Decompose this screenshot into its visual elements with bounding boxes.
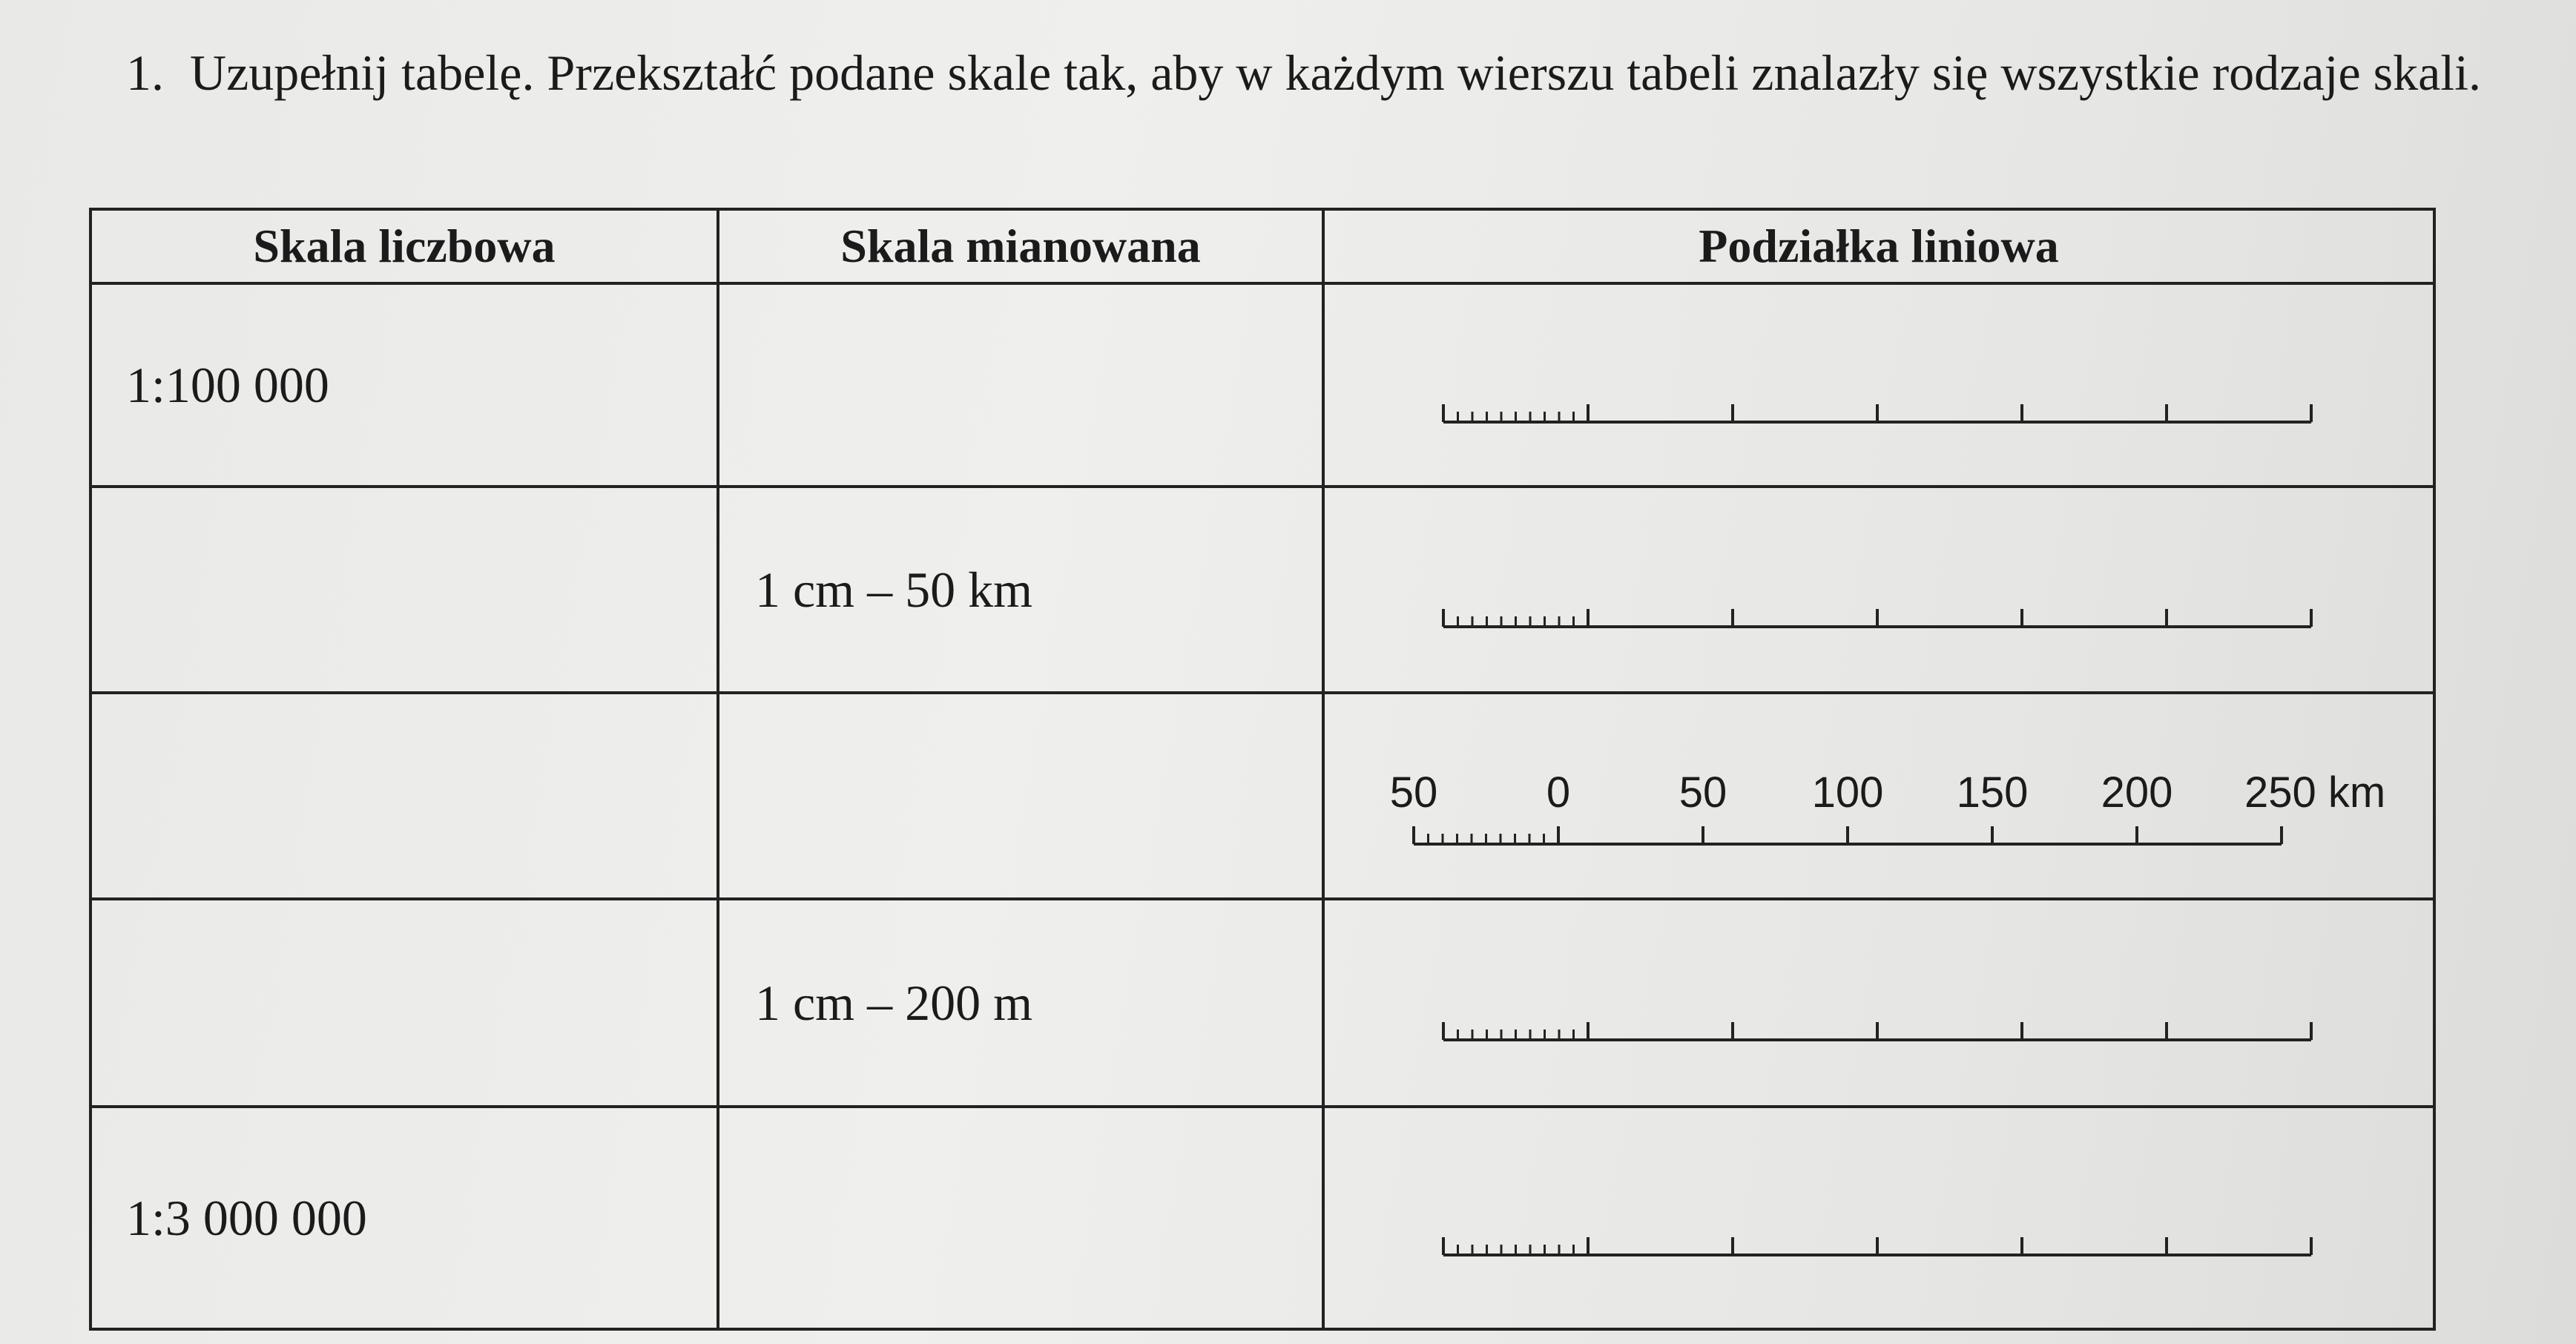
scale-bar [1325,488,2430,691]
scale-table [89,208,2436,1331]
named-scale-cell[interactable] [718,283,1323,487]
table-row [90,283,2434,487]
scale-bar [1325,900,2430,1105]
named-scale-cell[interactable]: 1 cm – 200 m [718,899,1323,1107]
scale-tick-label: 150 [1956,768,2029,817]
scale-bar [1325,1108,2430,1328]
table-row [90,1107,2434,1329]
table-row [90,899,2434,1107]
numeric-scale-cell[interactable] [90,899,718,1107]
header-numeric-scale: Skala liczbowa [90,209,718,283]
linear-scale-cell [1323,283,2434,487]
header-linear-scale: Podziałka liniowa [1323,209,2434,283]
numeric-scale-cell[interactable]: 1:3 000 000 [90,1107,718,1329]
named-scale-cell[interactable] [718,693,1323,899]
table-header-row [90,209,2434,283]
header-named-scale: Skala mianowana [718,209,1323,283]
named-scale-cell[interactable]: 1 cm – 50 km [718,487,1323,693]
linear-scale-cell [1323,1107,2434,1329]
numeric-scale-cell[interactable]: 1:100 000 [90,283,718,487]
task-text: Uzupełnij tabelę. Przekształć podane skale tak, aby w każdym wierszu tabeli znalazły się wszystkie rodzaje skali. [190,45,2482,101]
scale-bar [1325,285,2430,485]
task-number: 1. [126,45,164,101]
table-row [90,693,2434,899]
labeled-scale-bar [1325,694,2430,897]
table-row [90,487,2434,693]
linear-scale-cell [1323,487,2434,693]
scale-tick-label: 50 [1389,768,1438,817]
linear-scale-cell [1323,899,2434,1107]
scale-tick-label: 0 [1546,768,1571,817]
numeric-scale-cell[interactable] [90,693,718,899]
scale-tick-label: 200 [2101,768,2173,817]
scale-tick-label: 100 [1811,768,1884,817]
named-scale-cell[interactable] [718,1107,1323,1329]
linear-scale-cell [1323,693,2434,899]
scale-tick-label: 50 [1679,768,1727,817]
scale-tick-label: 250 km [2244,768,2386,817]
numeric-scale-cell[interactable] [90,487,718,693]
